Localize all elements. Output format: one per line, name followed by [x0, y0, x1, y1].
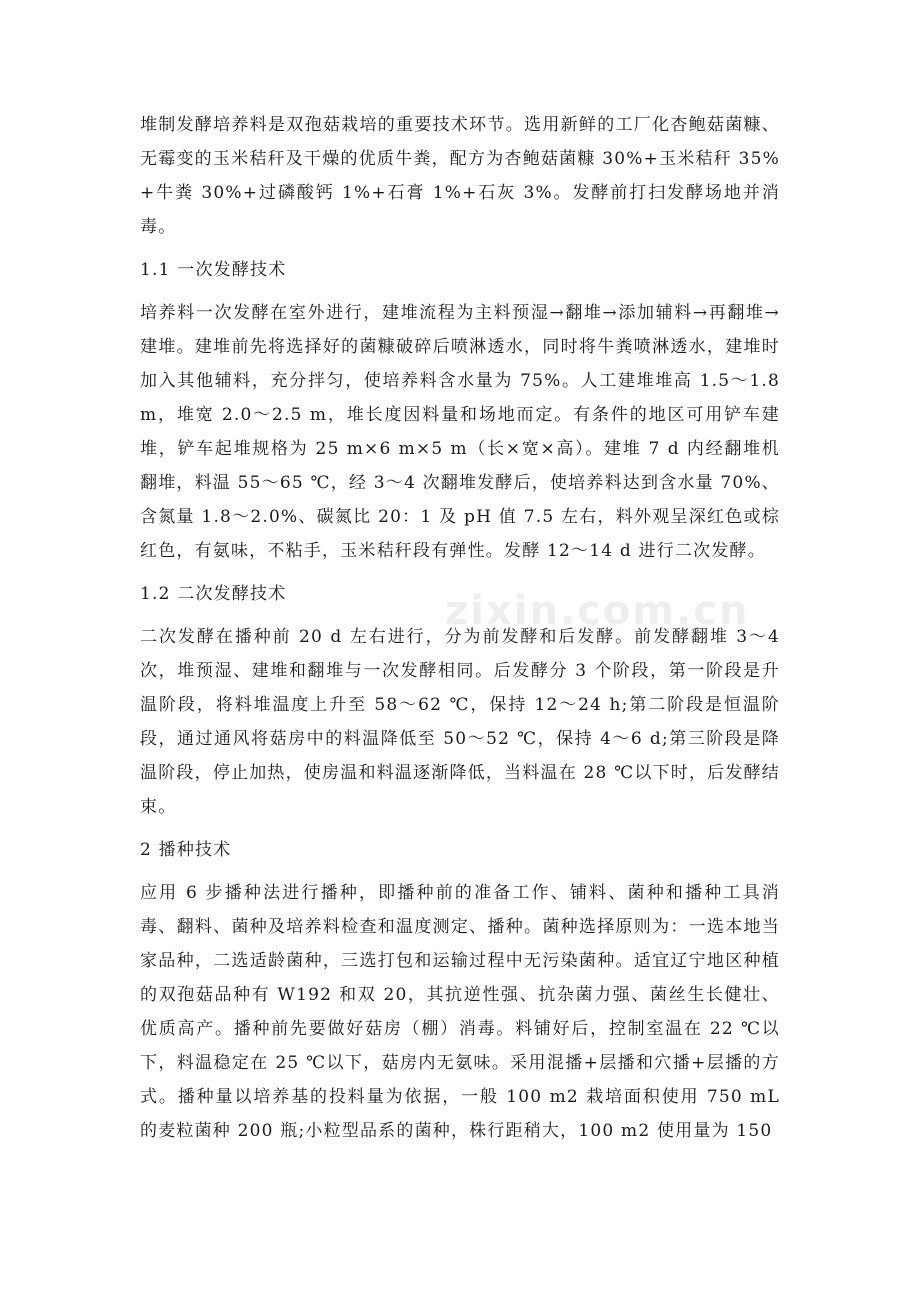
section-heading-1-2: 1.2 二次发酵技术 [140, 584, 287, 604]
document-body [140, 108, 780, 1148]
paragraph-first-fermentation: 培养料一次发酵在室外进行，建堆流程为主料预湿→翻堆→添加辅料→再翻堆→建堆。建堆前先将选择好的菌糠破碎后喷淋透水，同时将牛粪喷淋透水，建堆时加入其他辅料，充分拌匀，使培养料含水量为 75%。人工建堆堆高 1.5～1.8 m，堆宽 2.0～2.5 m，堆长度因料量和场地而定。有条件的地区可用铲车建堆，铲车起堆规格为 25 m×6 m×5 m（长×宽×高）。建堆 7 d 内经翻堆机翻堆，料温 55～65 ℃，经 3～4 次翻堆发酵后，使培养料达到含水量 70%、含氮量 1.8～2.0%、碳氮比 20：1 及 pH 值 7.5 左右，料外观呈深红色或棕红色，有氨味，不粘手，玉米秸秆段有弹性。发酵 12～14 d 进行二次发酵。 [140, 303, 780, 561]
spacer [140, 244, 780, 253]
spacer [140, 568, 780, 577]
paragraph-sowing: 应用 6 步播种法进行播种，即播种前的准备工作、铺料、菌种和播种工具消毒、翻料、菌种及培养料检查和温度测定、播种。菌种选择原则为：一选本地当家品种，二选适龄菌种，三选打包和运输过程中无污染菌种。适宜辽宁地区种植的双孢菇品种有 W192 和双 20，其抗逆性强、抗杂菌力强、菌丝生长健壮、优质高产。播种前先要做好菇房（棚）消毒。料铺好后，控制室温在 22 ℃以下，料温稳定在 25 ℃以下，菇房内无氨味。采用混播+层播和穴播+层播的方式。播种量以培养基的投料量为依据，一般 100 m2 栽培面积使用 750 mL 的麦粒菌种 200 瓶;小粒型品系的菌种，株行距稍大，100 m2 使用量为 150 [140, 883, 780, 1141]
spacer [140, 611, 780, 620]
spacer [140, 287, 780, 296]
section-heading-1-1: 1.1 一次发酵技术 [140, 260, 287, 280]
paragraph-second-fermentation: 二次发酵在播种前 20 d 左右进行，分为前发酵和后发酵。前发酵翻堆 3～4 次，堆预湿、建堆和翻堆与一次发酵相同。后发酵分 3 个阶段，第一阶段是升温阶段，将料堆温度上升至 58～62 ℃，保持 12～24 h;第二阶段是恒温阶段，通过通风将菇房中的料温降低至 50～52 ℃，保持 4～6 d;第三阶段是降温阶段，停止加热，使房温和料温逐渐降低，当料温在 28 ℃以下时，后发酵结束。 [140, 627, 780, 817]
section-heading-2: 2 播种技术 [140, 840, 232, 860]
spacer [140, 867, 780, 876]
watermark-text: zixin.com.cn [445, 588, 750, 634]
paragraph-intro: 堆制发酵培养料是双孢菇栽培的重要技术环节。选用新鲜的工厂化杏鲍菇菌糠、无霉变的玉米秸秆及干燥的优质牛粪，配方为杏鲍菇菌糠 30%+玉米秸秆 35%+牛粪 30%+过磷酸钙 1%+石膏 1%+石灰 3%。发酵前打扫发酵场地并消毒。 [140, 115, 780, 237]
spacer [140, 824, 780, 833]
